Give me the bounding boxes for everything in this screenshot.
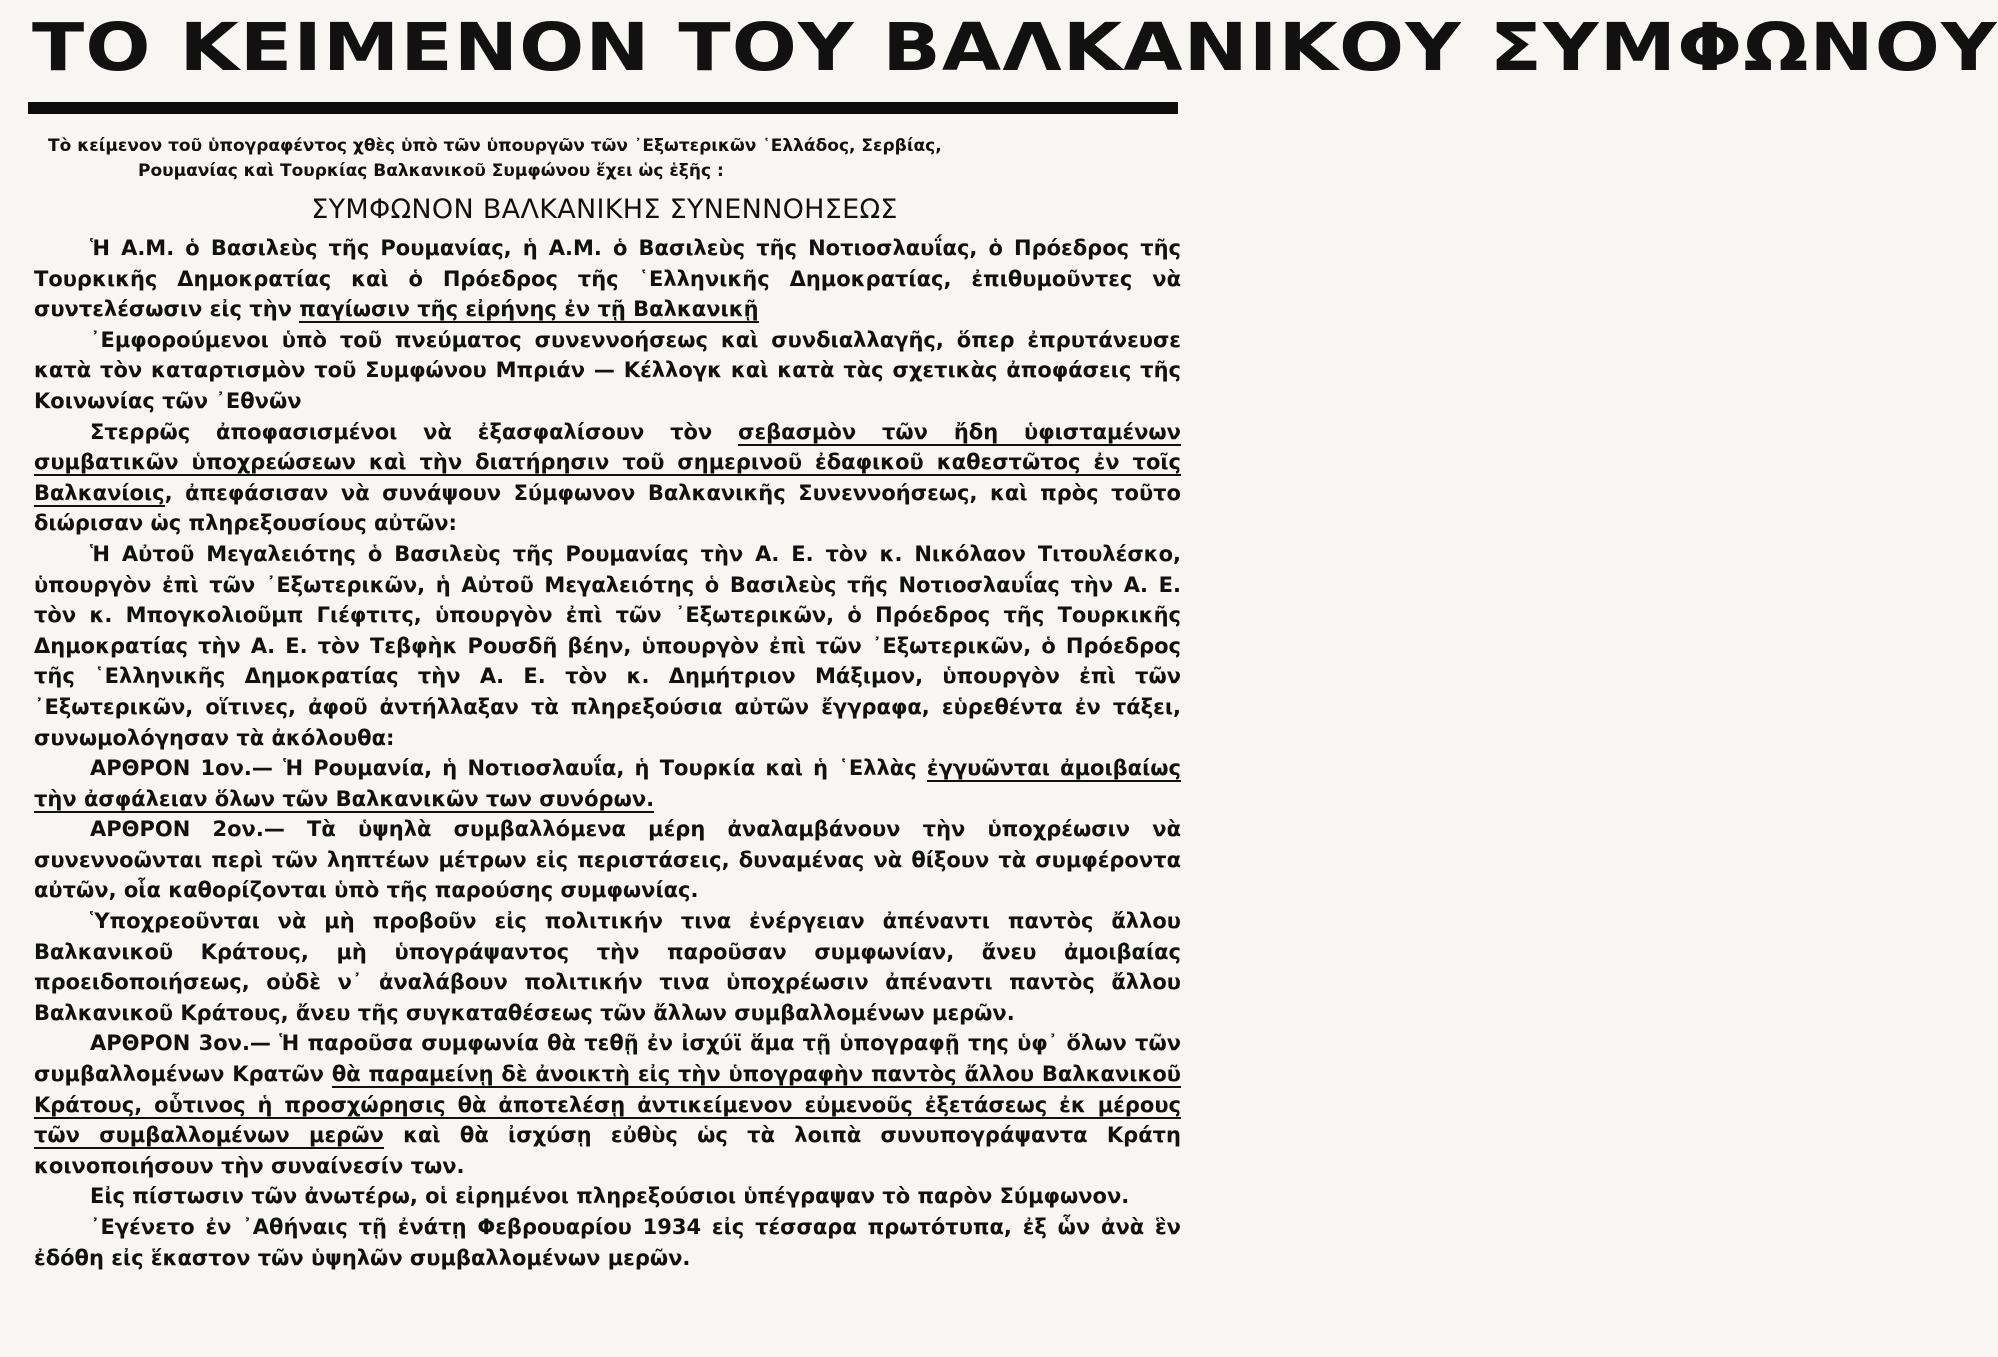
intro-text: [48, 134, 1171, 184]
paragraph-inspired: ᾿Εμφορούμενοι ὑπὸ τοῦ πνεύματος συνεννοήσεως καὶ συνδιαλλαγῆς, ὅπερ ἐπρυτάνευσε κατὰ τὸν καταρτισμὸν τοῦ Συμφώνου Μπριάν — Κέλλογκ καὶ κατὰ τὰς σχετικὰς ἀποφάσεις τῆς Κοινωνίας τῶν ᾿Εθνῶν: [34, 327, 1181, 413]
text-run: Στερρῶς ἀποφασισμένοι νὰ ἐξασφαλίσουν τὸν: [90, 419, 739, 444]
intro-line-2: Ρουμανίας καὶ Τουρκίας Βαλκανικοῦ Συμφώνου ἔχει ὡς ἑξῆς :: [138, 161, 724, 181]
headline-rule: [28, 102, 1178, 114]
underlined-text: σεβασμὸν τῶν ἤδη ὑφισταμένων συμβατικῶν ὑποχρεώσεων καὶ τὴν διατήρησιν τοῦ σημερινοῦ ἐδαφικοῦ καθεστῶτος ἐν τοῖς Βαλκανίοις: [34, 419, 1181, 505]
article-3: [34, 1028, 1181, 1181]
article-1: [34, 753, 1181, 814]
paragraph-done-at-athens: ᾿Εγένετο ἐν ᾿Αθήναις τῇ ἐνάτῃ Φεβρουαρίου 1934 εἰς τέσσαρα πρωτότυπα, ἐξ ὧν ἀνὰ ἓν ἐδόθη εἰς ἕκαστον τῶν ὑψηλῶν συμβαλλομένων μερῶν.: [34, 1215, 1181, 1270]
article-body: [34, 233, 1181, 1273]
intro-line-1: Τὸ κείμενον τοῦ ὑπογραφέντος χθὲς ὑπὸ τῶν ὑπουργῶν τῶν ᾿Εξωτερικῶν ῾Ελλάδος, Σερβίας,: [48, 136, 942, 156]
underlined-text: ἐγγυῶνται ἀμοιβαίως τὴν ἀσφάλειαν ὅλων τῶν Βαλκανικῶν των συνόρων.: [34, 756, 1181, 811]
paragraph-obligations: Ὑποχρεοῦνται νὰ μὴ προβοῦν εἰς πολιτικήν τινα ἐνέργειαν ἀπέναντι παντὸς ἄλλου Βαλκανικοῦ Κράτους, μὴ ὑπογράψαντος τὴν παροῦσαν συμφωνίαν, ἄνευ ἀμοιβαίας προειδοποιήσεως, οὐδὲ ν᾿ ἀναλάβουν πολιτικήν τινα ὑποχρέωσιν ἀπέναντι παντὸς ἄλλου Βαλκανικοῦ Κράτους, ἄνευ τῆς συγκαταθέσεως τῶν ἄλλων συμβαλλομένων μερῶν.: [34, 909, 1181, 1025]
underlined-text: παγίωσιν τῆς εἰρήνης ἐν τῇ Βαλκανικῇ: [299, 297, 759, 322]
text-run: Ἡ Α.Μ. ὁ Βασιλεὺς τῆς Ρουμανίας, ἡ Α.Μ. ὁ Βασιλεὺς τῆς Νοτιοσλαυΐας, ὁ Πρόεδρος τῆς Τουρκικῆς Δημοκρατίας καὶ ὁ Πρόεδρος τῆς ῾Ελληνικῆς Δημοκρατίας, ἐπιθυμοῦντες νὰ συντελέσωσιν εἰς τὴν: [34, 236, 1181, 322]
text-run: καὶ θὰ ἰσχύσῃ εὐθὺς ὡς τὰ λοιπὰ συνυπογράψαντα Κράτη κοινοποιήσουν τὴν συναίνεσίν των.: [34, 1123, 1181, 1178]
paragraph-preamble: [34, 233, 1181, 325]
article-label: ΑΡΘΡΟΝ 3ον.—: [90, 1031, 271, 1056]
article-label: ΑΡΘΡΟΝ 1ον.—: [90, 756, 273, 781]
section-title: ΣΥΜΦΩΝΟΝ ΒΑΛΚΑΝΙΚΗΣ ΣΥΝΕΝΝΟΗΣΕΩΣ: [311, 194, 898, 225]
text-run: Τὰ ὑψηλὰ συμβαλλόμενα μέρη ἀναλαμβάνουν τὴν ὑποχρέωσιν νὰ συνεννοῶνται περὶ τῶν ληπτέων μέτρων εἰς περιστάσεις, δυναμένας νὰ θίξουν τὰ συμφέροντα αὐτῶν, οἷα καθορίζονται ὑπὸ τῆς παρούσης συμφωνίας.: [34, 817, 1181, 903]
paragraph-plenipotentiaries: Ἡ Αὐτοῦ Μεγαλειότης ὁ Βασιλεὺς τῆς Ρουμανίας τὴν Α. Ε. τὸν κ. Νικόλαον Τιτουλέσκο, ὑπουργὸν ἐπὶ τῶν ᾿Εξωτερικῶν, ἡ Αὐτοῦ Μεγαλειότης ὁ Βασιλεὺς τῆς Νοτιοσλαυΐας τὴν Α. Ε. τὸν κ. Μπογκολιοῦμπ Γιέφτιτς, ὑπουργὸν ἐπὶ τῶν ᾿Εξωτερικῶν, ὁ Πρόεδρος τῆς Τουρκικῆς Δημοκρατίας τὴν Α. Ε. τὸν Τεβφὴκ Ρουσδῆ βέην, ὑπουργὸν ἐπὶ τῶν ᾿Εξωτερικῶν, ὁ Πρόεδρος τῆς ῾Ελληνικῆς Δημοκρατίας τὴν Α. Ε. τὸν κ. Δημήτριον Μάξιμον, ὑπουργὸν ἐπὶ τῶν ᾿Εξωτερικῶν, οἵτινες, ἀφοῦ ἀντήλλαξαν τὰ πληρεξούσια αὐτῶν ἔγγραφα, εὑρεθέντα ἐν τάξει, συνωμολόγησαν τὰ ἀκόλουθα:: [34, 541, 1181, 750]
headline: ΤΟ ΚΕΙΜΕΝΟΝ ΤΟΥ ΒΑΛΚΑΝΙΚΟΥ ΣΥΜΦΩΝΟΥ: [32, 9, 1998, 86]
underlined-text: θὰ παραμείνῃ δὲ ἀνοικτὴ εἰς τὴν ὑπογραφὴν παντὸς ἄλλου Βαλκανικοῦ Κράτους, οὗτινος ἡ προσχώρησις θὰ ἀποτελέσῃ ἀντικείμενον εὐμενοῦς ἐξετάσεως ἐκ μέρους τῶν συμβαλλομένων μερῶν: [34, 1062, 1181, 1148]
text-run: , ἀπεφάσισαν νὰ συνάψουν Σύμφωνον Βαλκανικῆς Συνεννοήσεως, καὶ πρὸς τοῦτο διώρισαν ὡς πληρεξουσίους αὐτῶν:: [34, 480, 1181, 536]
article-2: [34, 814, 1181, 906]
paragraph-in-witness: Εἰς πίστωσιν τῶν ἀνωτέρω, οἱ εἰρημένοι πληρεξούσιοι ὑπέγραψαν τὸ παρὸν Σύμφωνον.: [90, 1184, 1130, 1209]
text-run: Ἡ παροῦσα συμφωνία θὰ τεθῇ ἐν ἰσχύϊ ἅμα τῇ ὑπογραφῇ της ὑφ᾿ ὅλων τῶν συμβαλλομένων Κρατῶν: [34, 1031, 1181, 1087]
paragraph-determined: [34, 417, 1181, 539]
text-run: Ἡ Ρουμανία, ἡ Νοτιοσλαυΐα, ἡ Τουρκία καὶ ἡ ῾Ελλὰς: [272, 756, 927, 781]
article-label: ΑΡΘΡΟΝ 2ον.—: [90, 817, 285, 842]
